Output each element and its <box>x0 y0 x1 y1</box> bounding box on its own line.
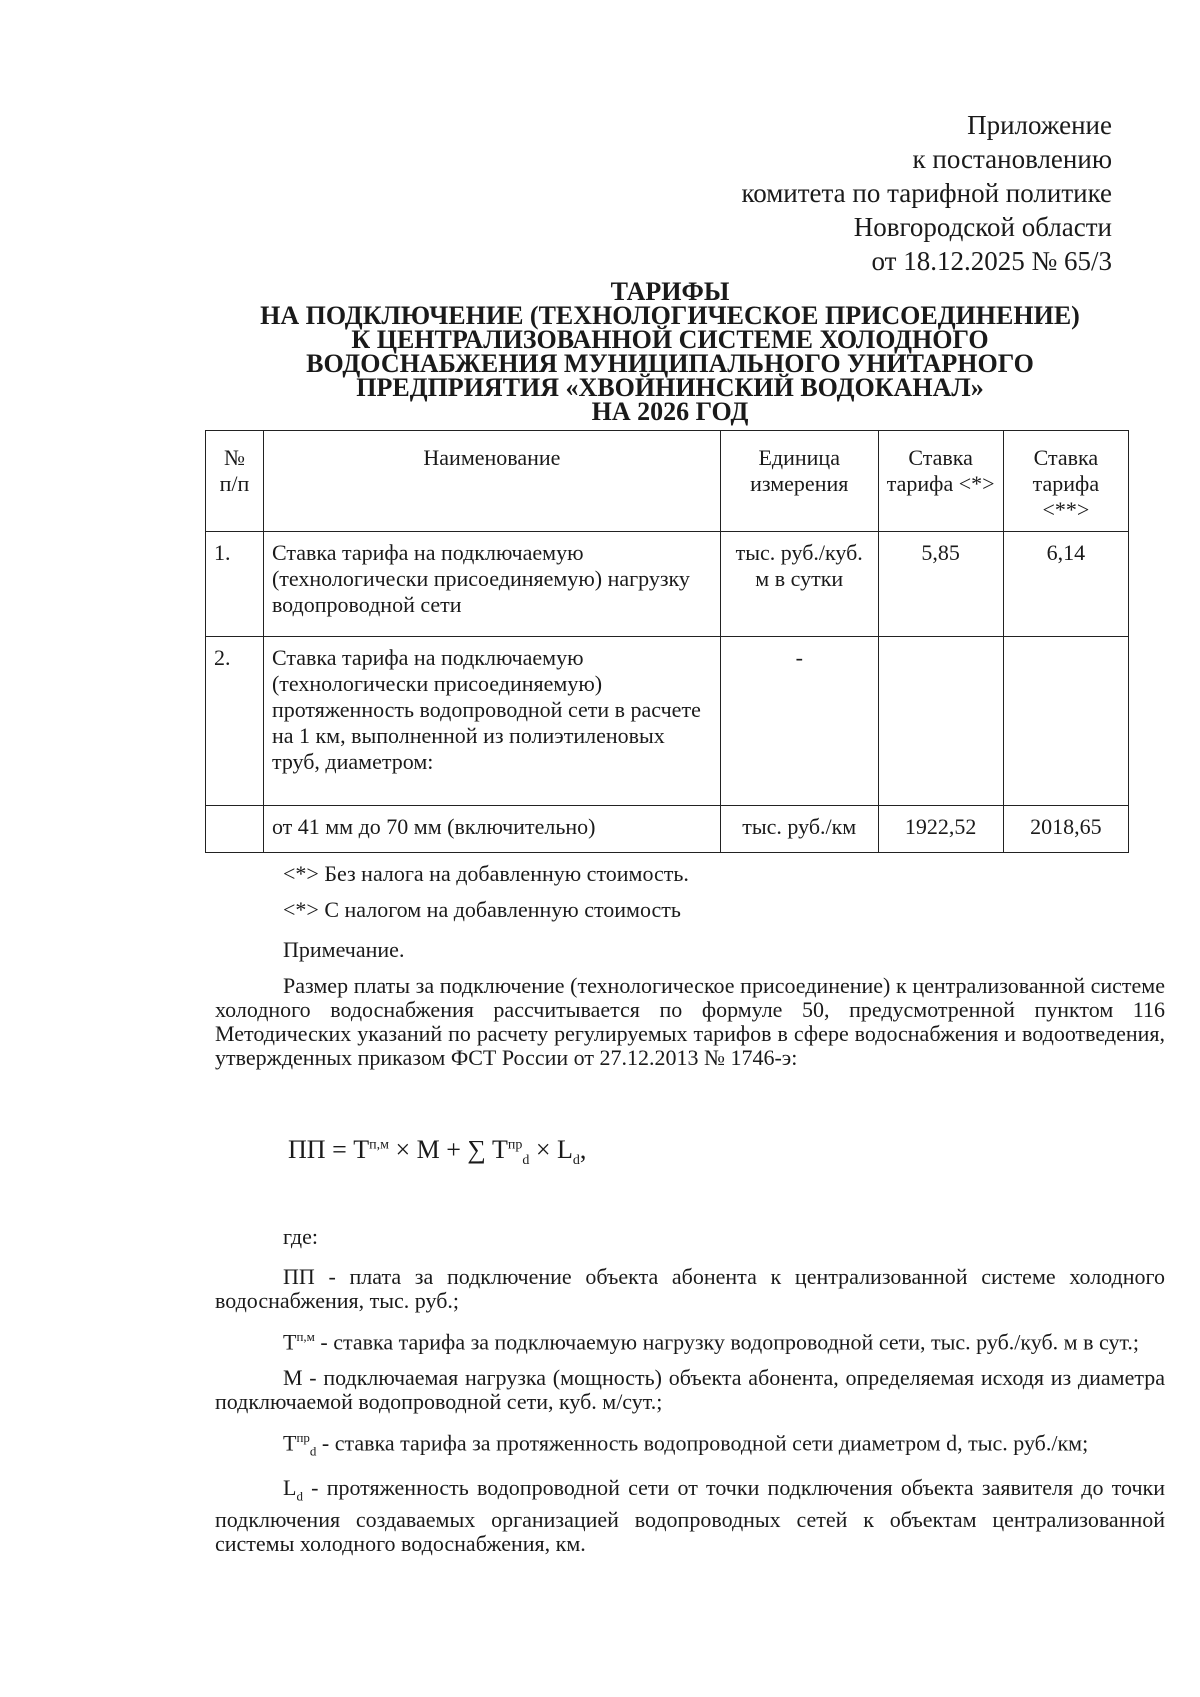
footnote-without-vat: <*> Без налога на добавленную стоимость. <box>283 861 689 886</box>
def-l-text: - протяженность водопроводной сети от точки подключения объекта заявителя до точки подключения создаваемых организацией водопроводных сетей к объектам централизованной системы холодного водоснабжения, км. <box>215 1475 1165 1557</box>
def-t-pm-sup: п,м <box>296 1329 315 1344</box>
row-rate-2 <box>1003 637 1128 806</box>
note-paragraph: Размер платы за подключение (технологическое присоединение) к централизованной системе холодного водоснабжения рассчитывается по формуле 50, предусмотренной пунктом 116 Методических указаний по расчету регулируемых тарифов в сфере водоснабжения и водоотведения, утвержденных приказом ФСТ России от 27.12.2013 № 1746-э: <box>215 973 1165 1070</box>
table-row <box>206 532 1129 637</box>
def-l-sub: d <box>296 1488 303 1504</box>
notes-section <box>215 862 1165 1070</box>
table-row <box>206 637 1129 806</box>
row-rate-1: 5,85 <box>878 532 1003 637</box>
row-num: 1. <box>206 532 264 637</box>
title-line-2: НА ПОДКЛЮЧЕНИЕ (ТЕХНОЛОГИЧЕСКОЕ ПРИСОЕДИНЕНИЕ) <box>260 301 1080 330</box>
header-unit: Единица измерения <box>720 431 878 532</box>
definition-l <box>215 1476 1165 1556</box>
row-rate-2: 6,14 <box>1003 532 1128 637</box>
row-name: от 41 мм до 70 мм (включительно) <box>263 806 720 853</box>
row-unit: тыс. руб./км <box>720 806 878 853</box>
header-line-resolution: к постановлению <box>912 144 1112 174</box>
def-t-pr-sub: d <box>309 1444 317 1460</box>
payment-formula <box>288 1135 586 1169</box>
header-line-appendix: Приложение <box>967 110 1112 140</box>
row-name: Ставка тарифа на подключаемую (технологически присоединяемую) нагрузку водопроводной сети <box>263 532 720 637</box>
row-rate-1 <box>878 637 1003 806</box>
definition-t-pm <box>215 1325 1165 1354</box>
table-row <box>206 806 1129 853</box>
header-name: Наименование <box>263 431 720 532</box>
row-unit: тыс. руб./куб. м в сутки <box>720 532 878 637</box>
document-title <box>200 277 1140 426</box>
def-t-pr-sup: пр <box>296 1430 310 1446</box>
row-rate-2: 2018,65 <box>1003 806 1128 853</box>
formula-sub-2: d <box>522 1153 530 1169</box>
header-line-date-number: от 18.12.2025 № 65/3 <box>871 246 1112 276</box>
def-l-symbol: L <box>283 1475 297 1501</box>
formula-tail: × L <box>529 1135 573 1164</box>
tariffs-table <box>205 430 1129 853</box>
title-line-5: ПРЕДПРИЯТИЯ «ХВОЙНИНСКИЙ ВОДОКАНАЛ» <box>356 373 984 402</box>
where-label: где: <box>283 1224 318 1249</box>
appendix-header <box>741 108 1112 278</box>
formula-mid: × M + ∑ T <box>388 1135 508 1164</box>
row-num <box>206 806 264 853</box>
formula-lhs: ПП <box>288 1135 326 1164</box>
title-line-3: К ЦЕНТРАЛИЗОВАННОЙ СИСТЕМЕ ХОЛОДНОГО <box>351 325 989 354</box>
definition-m: М - подключаемая нагрузка (мощность) объекта абонента, определяемая исходя из диаметра подключаемой водопроводной сети, куб. м/сут.; <box>215 1365 1165 1415</box>
definition-pp: ПП - плата за подключение объекта абонента к централизованной системе холодного водоснабжения, тыс. руб.; <box>215 1264 1165 1313</box>
def-t-pm-symbol: Т <box>283 1329 297 1355</box>
definitions-section <box>215 1225 1165 1568</box>
formula-end: , <box>579 1135 587 1164</box>
table-header-row <box>206 431 1129 532</box>
formula-sup-1: п,м <box>369 1137 389 1153</box>
title-line-4: ВОДОСНАБЖЕНИЯ МУНИЦИПАЛЬНОГО УНИТАРНОГО <box>306 349 1034 378</box>
def-t-pr-symbol: Т <box>283 1430 297 1456</box>
formula-sup-2: пр <box>507 1137 523 1153</box>
header-line-committee: комитета по тарифной политике <box>741 178 1112 208</box>
header-rate-2: Ставка тарифа <**> <box>1003 431 1128 532</box>
def-t-pr-text: - ставка тарифа за протяженность водопроводной сети диаметром d, тыс. руб./км; <box>316 1430 1089 1456</box>
header-line-region: Новгородской области <box>853 212 1112 242</box>
def-t-pm-text: - ставка тарифа за подключаемую нагрузку водопроводной сети, тыс. руб./куб. м в сут.; <box>314 1329 1140 1355</box>
header-num: № п/п <box>206 431 264 532</box>
note-label: Примечание. <box>283 937 405 962</box>
formula-eq: = Т <box>325 1135 370 1164</box>
formula-sub-3: d <box>572 1153 580 1169</box>
row-unit: - <box>720 637 878 806</box>
title-line-1: ТАРИФЫ <box>610 277 730 306</box>
definition-t-pr <box>215 1426 1165 1464</box>
row-rate-1: 1922,52 <box>878 806 1003 853</box>
row-num: 2. <box>206 637 264 806</box>
header-rate-1: Ставка тарифа <*> <box>878 431 1003 532</box>
footnote-with-vat: <*> С налогом на добавленную стоимость <box>283 897 681 922</box>
title-line-6: НА 2026 ГОД <box>591 397 749 426</box>
row-name: Ставка тарифа на подключаемую (технологически присоединяемую) протяженность водопроводной сети в расчете на 1 км, выполненной из полиэтиленовых труб, диаметром: <box>263 637 720 806</box>
